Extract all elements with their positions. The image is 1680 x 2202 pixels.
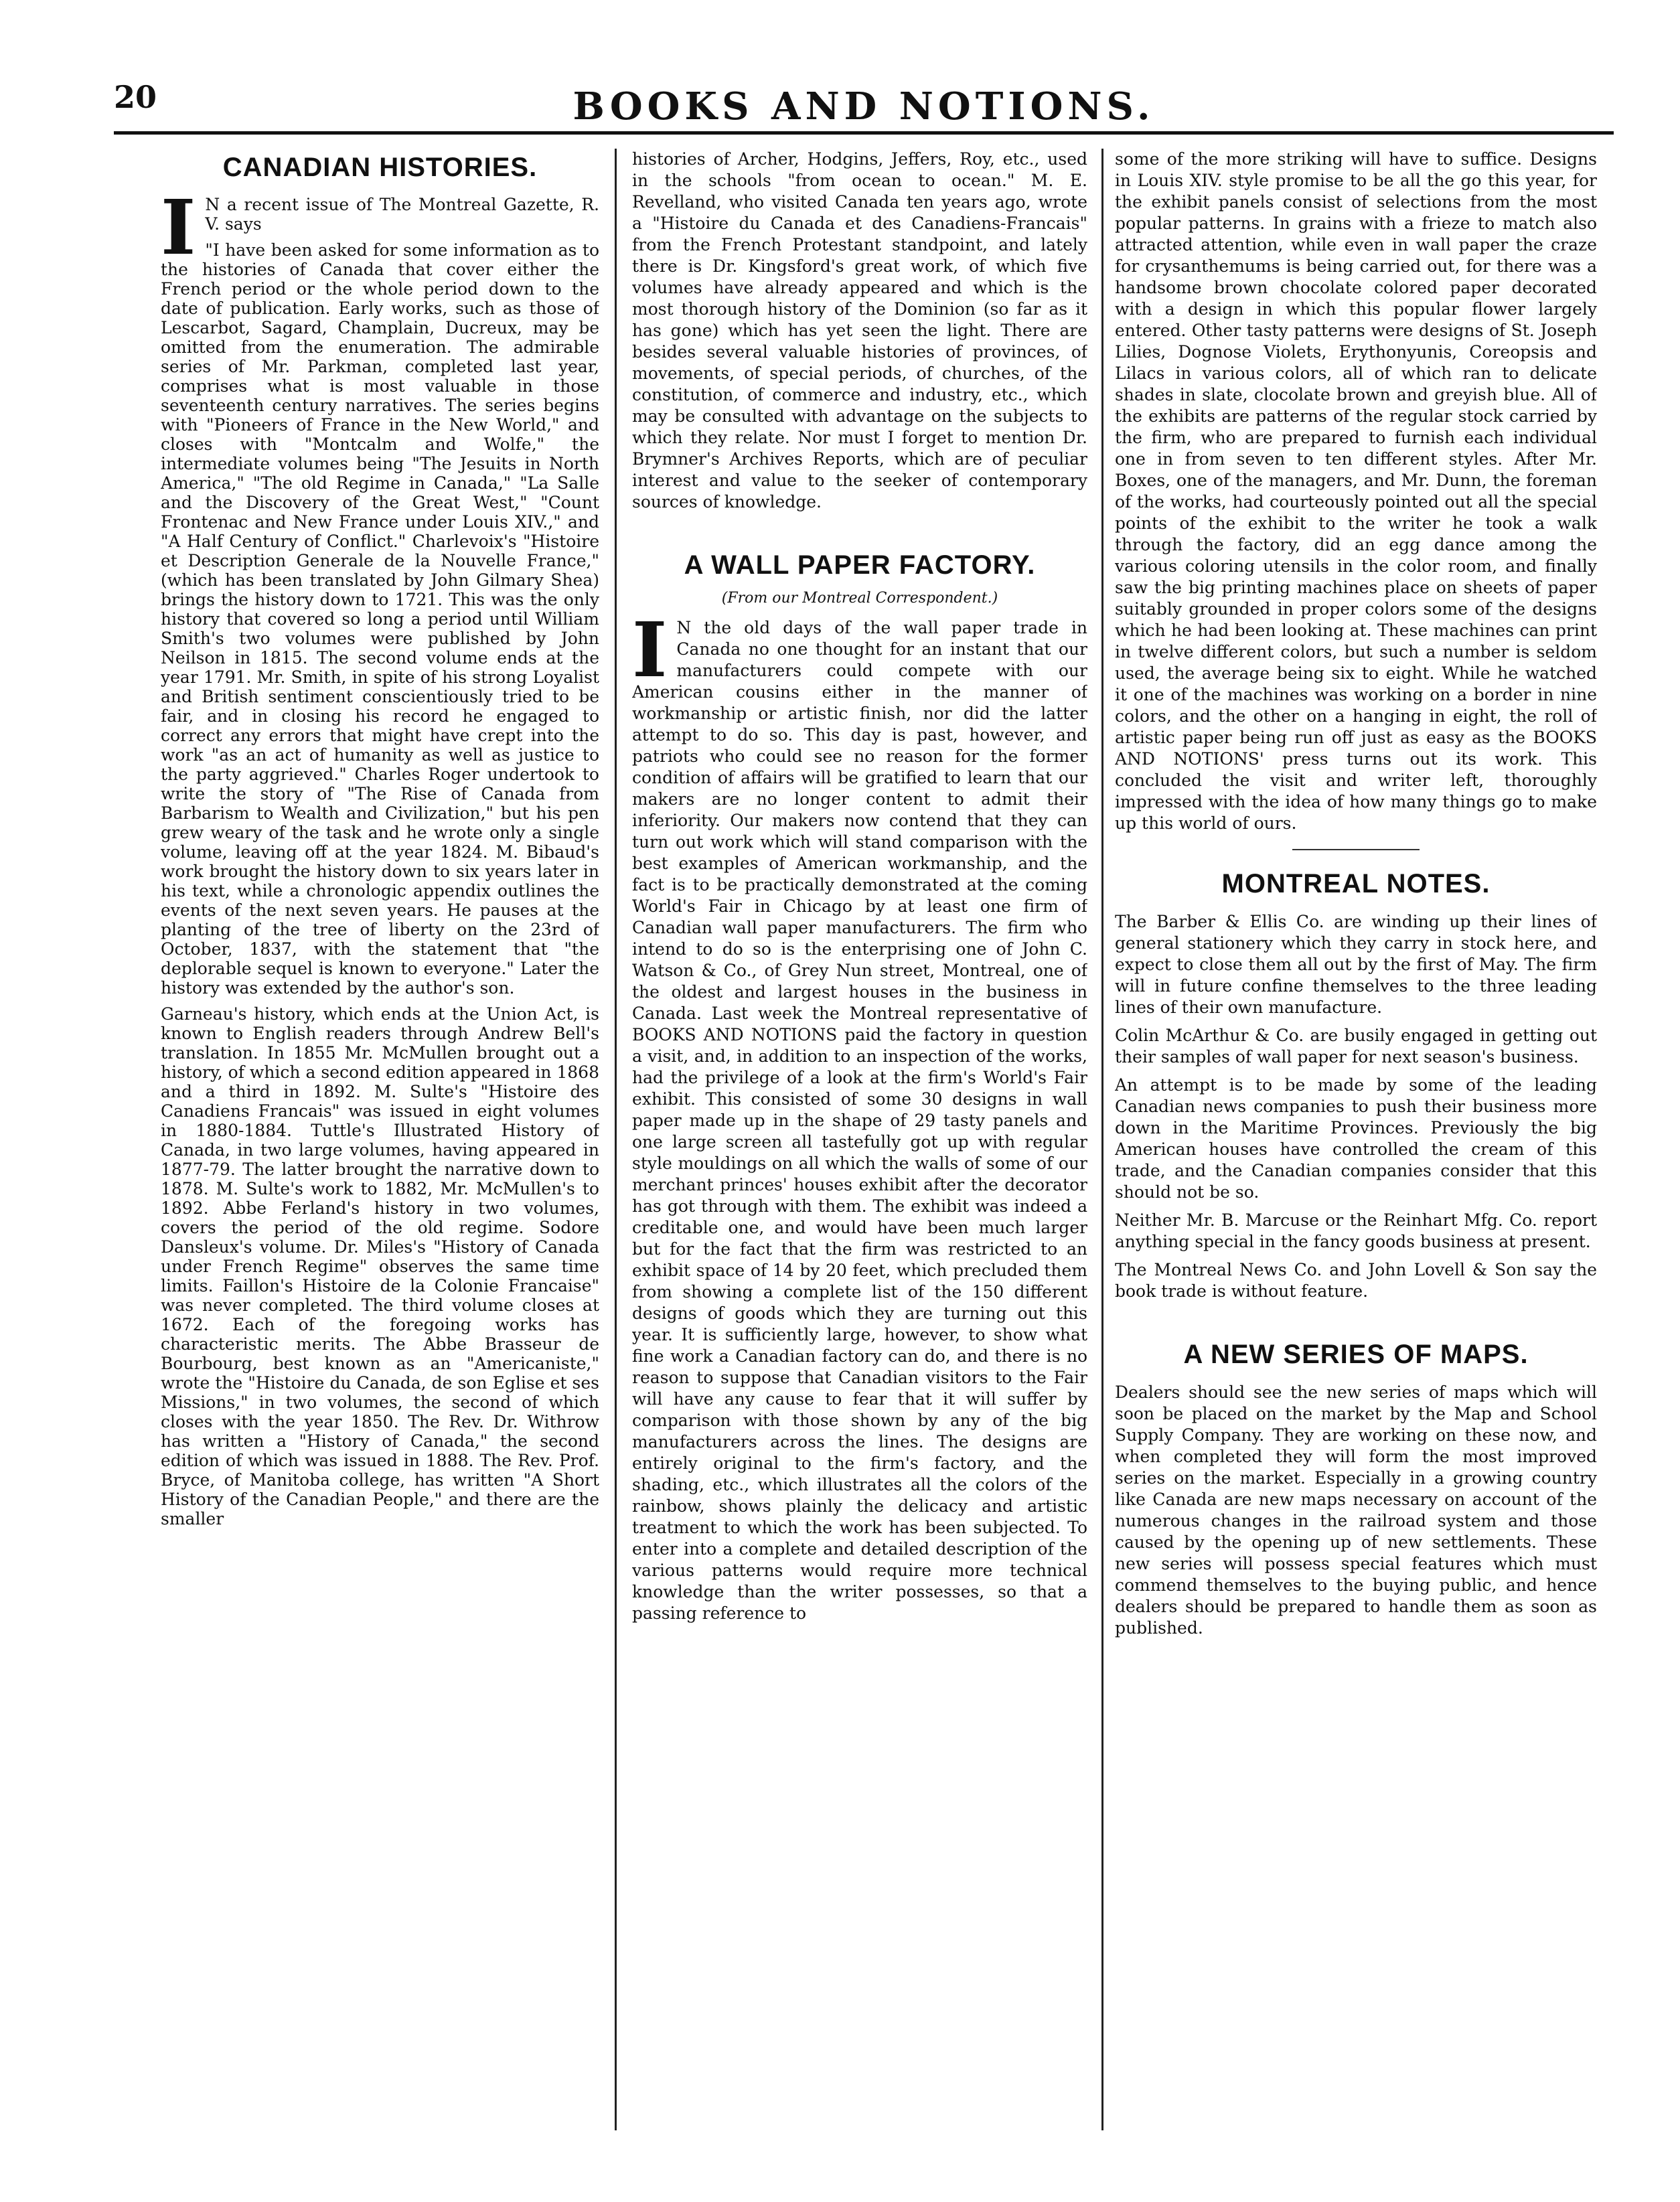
article-paragraph: The Montreal News Co. and John Lovell & Son say the book trade is without feature. (1115, 1260, 1597, 1301)
article-title-wall-paper-factory: A WALL PAPER FACTORY. (684, 550, 1036, 580)
correspondent-line: (From our Montreal Correspondent.) (721, 590, 998, 607)
article-title-new-series-of-maps: A NEW SERIES OF MAPS. (1183, 1340, 1529, 1369)
article-paragraph: An attempt is to be made by some of the leading Canadian news companies to push their business more down in the Maritime Provinces. Previously the big American houses have controlled the cream of this trade, and the Canadian companies consider that this should not be so. (1115, 1075, 1597, 1202)
article-lead: N a recent issue of The Montreal Gazette, R. V. says (205, 195, 599, 234)
article-title-canadian-histories: CANADIAN HISTORIES. (222, 153, 538, 182)
header-rule (114, 131, 1614, 135)
article-paragraph: Garneau's history, which ends at the Union Act, is known to English readers through Andrew Bell's translation. In 1855 Mr. McMullen brought out a history, of which a second edition appeared in 1868 and a third in 1892. M. Sulte's "Histoire des Canadiens Francais" was issued in eight volumes in 1880-1884. Tuttle's Illustrated History of Canada, in two large volumes, having appeared in 1877-79. The latter brought the narrative down to 1878. M. Sulte's work to 1882, Mr. McMullen's to 1892. Abbe Ferland's history in two volumes, covers the period of the old regime. Sodore Dansleux's volume. Dr. Miles's "History of Canada under French Regime" observes the same time limits. Faillon's Histoire de la Colonie Francaise" was never completed. The third volume closes at 1672. Each of the foregoing works has characteristic merits. The Abbe Brasseur de Bourbourg, best known as an "Americaniste," wrote the "Histoire du Canada, de son Eglise et ses Missions," in two volumes, the second of which closes with the year 1850. The Rev. Dr. Withrow has written a "History of Canada," the second edition of which was issued in 1888. The Rev. Prof. Bryce, of Manitoba college, has written "A Short History of the Canadian People," and there are the smaller (161, 1004, 599, 1528)
article-paragraph: Dealers should see the new series of maps which will soon be placed on the market by the Map and School Supply Company. They are working on these now, and when completed they will form the most improved series on the market. Especially in a growing country like Canada are new maps necessary on account of the numerous changes in the railroad system and those caused by the opening up of new settlements. These new series will possess special features which must commend themselves to the buying public, and hence dealers should be prepared to handle them as soon as published. (1115, 1383, 1597, 1638)
drop-cap: I (161, 184, 196, 272)
article-paragraph: histories of Archer, Hodgins, Jeffers, Roy, etc., used in the schools "from ocean to ocean." M. E. Revelland, who visited Canada ten years ago, wrote a "Histoire du Canada et des Canadiens-Francais" from the French Protestant standpoint, and lately there is Dr. Kingsford's great work, of which five volumes have already appeared and which is the most thorough history of the Dominion (so far as it has gone) which has yet seen the light. There are besides several valuable histories of provinces, of movements, of special periods, of churches, of the constitution, of commerce and industry, etc., which may be consulted with advantage on the subjects to which they relate. Nor must I forget to mention Dr. Brymner's Archives Reports, which are of peculiar interest and value to the seeker of contemporary sources of knowledge. (632, 149, 1087, 512)
column-3 (1115, 149, 1597, 2150)
article-paragraph: "I have been asked for some information as to the histories of Canada that cover either the French period or the whole period down to the date of publication. Early works, such as those of Lescarbot, Sagard, Champlain, Ducreux, may be omitted from the enumeration. The admirable series of Mr. Parkman, completed last year, comprises what is most valuable in those seventeenth century narratives. The series begins with "Pioneers of France in the New World," and closes with "Montcalm and Wolfe," the intermediate volumes being "The Jesuits in North America," "The old Regime in Canada," "La Salle and the Discovery of the Great West," "Count Frontenac and New France under Louis XIV.," and "A Half Century of Conflict." Charlevoix's "Histoire et Description Generale de la Nouvelle France," (which has been translated by John Gilmary Shea) brings the history down to 1721. This was the only history that covered so long a period until William Smith's two volumes were published by John Neilson in 1815. The second volume ends at the year 1791. Mr. Smith, in spite of his strong Loyalist and British sentiment conscientiously tried to be fair, and in closing his record he engaged to correct any errors that might have crept into the work "as an act of humanity as well as justice to the party aggrieved." Charles Roger undertook to write the story of "The Rise of Canada from Barbarism to Wealth and Civilization," but his pen grew weary of the task and he wrote only a single volume, leaving off at the year 1824. M. Bibaud's work brought the history down to six years later in his text, while a chronologic appendix outlines the events of the next seven years. He pauses at the planting of the tree of liberty on the 23rd of October, 1837, with the statement that "the deplorable sequel is known to everyone." Later the history was extended by the author's son. (161, 240, 599, 998)
article-paragraph (632, 607, 1087, 1624)
article-paragraph: Colin McArthur & Co. are busily engaged in getting out their samples of wall paper for next season's business. (1115, 1026, 1597, 1067)
column-2 (632, 149, 1087, 2150)
column-divider (1101, 149, 1103, 2130)
section-gap (632, 520, 1087, 546)
section-gap (1115, 1309, 1597, 1336)
column-divider (615, 149, 617, 2130)
article-paragraph: some of the more striking will have to suffice. Designs in Louis XIV. style promise to be all the go this year, for the exhibit panels consist of selections from the most popular patterns. In grains with a frieze to match also attracted attention, while even in wall paper the craze for crysanthemums is being carried out, for there was a handsome brown chocolate colored paper decorated with a design in which this popular flower largely entered. Other tasty patterns were designs of St. Joseph Lilies, Dognose Violets, Erythonyunis, Coreopsis and Lilacs in various colors, all of which ran to delicate shades in slate, clocolate brown and greyish blue. All of the exhibits are patterns of the regular stock carried by the firm, who are prepared to furnish each individual one in from seven to ten different styles. After Mr. Boxes, one of the managers, and Mr. Dunn, the foreman of the works, had courteously pointed out all the special points of the exhibit to the writer he took a walk through the factory, did an egg dance among the various coloring utensils in the color room, and finally saw the big printing machines place on sheets of paper suitably grounded in proper colors some of the designs which he had been looking at. These machines can print in twelve different colors, but such a number is seldom used, the average being six to eight. While he watched it one of the machines was working on a border in nine colors, and the other on a hanging in eight, the roll of artistic paper being run off just as easy as the BOOKS AND NOTIONS' press turns out its work. This concluded the visit and writer left, thoroughly impressed with the idea of how many things go to make up this world of ours. (1115, 149, 1597, 833)
journal-title: BOOKS AND NOTIONS. (572, 84, 1155, 129)
article-text: N the old days of the wall paper trade in Canada no one thought for an instant that our manufacturers could compete with our American cousins either in the manner of workmanship or artistic finish, nor did the latter attempt to do so. This day is past, however, and patriots who could see no reason for the former condition of affairs will be gratified to learn that our makers are no longer content to admit their inferiority. Our makers now contend that they can turn out work which will stand comparison with the best examples of American workmanship, and the fact is to be practically demonstrated at the coming World's Fair in Chicago by at least one firm of Canadian wall paper manufacturers. The firm who intend to do so is the enterprising one of John C. Watson & Co., of Grey Nun street, Montreal, one of the oldest and largest houses in the business in Canada. Last week the Montreal representative of BOOKS AND NOTIONS paid the factory in question a visit, and, in addition to an inspection of the works, had the privilege of a look at the firm's World's Fair exhibit. This consisted of some 30 designs in wall paper made up in the shape of 29 tasty panels and one large screen all tastefully got up with regular style mouldings on all which the walls of some of our merchant princes' houses exhibit after the decorator has got through with them. The exhibit was indeed a creditable one, and would have been much larger but for the fact that the firm was restricted to an exhibit space of 14 by 20 feet, which precluded them from showing a complete list of the 150 different designs of goods which they are turning out this year. It is sufficiently large, however, to show what fine work a Canadian factory can do, and there is no reason to suppose that Canadian visitors to the Fair will have any cause to fear that it will suffer by comparison with those shown by any of the big manufacturers across the lines. The designs are entirely original to the firm's factory, and the shading, etc., which illustrates all the colors of the rainbow, shows plainly the delicacy and artistic treatment to which the work has been subjected. To enter into a complete and detailed description of the various patterns would require more technical knowledge than the writer possesses, so that a passing reference to (632, 618, 1087, 1623)
drop-cap: I (632, 607, 668, 694)
article-paragraph: The Barber & Ellis Co. are winding up their lines of general stationery which they carry in stock here, and expect to close them all out by the first of May. The firm will in future confine themselves to the three leading lines of their own manufacture. (1115, 912, 1597, 1017)
article-paragraph: Neither Mr. B. Marcuse or the Reinhart Mfg. Co. report anything special in the fancy goods business at present. (1115, 1210, 1597, 1251)
article-paragraph (161, 184, 599, 272)
article-title-montreal-notes: MONTREAL NOTES. (1221, 869, 1491, 898)
column-1 (161, 149, 599, 2150)
page-number: 20 (114, 79, 157, 115)
section-rule (1292, 849, 1420, 850)
running-head (114, 79, 1614, 129)
